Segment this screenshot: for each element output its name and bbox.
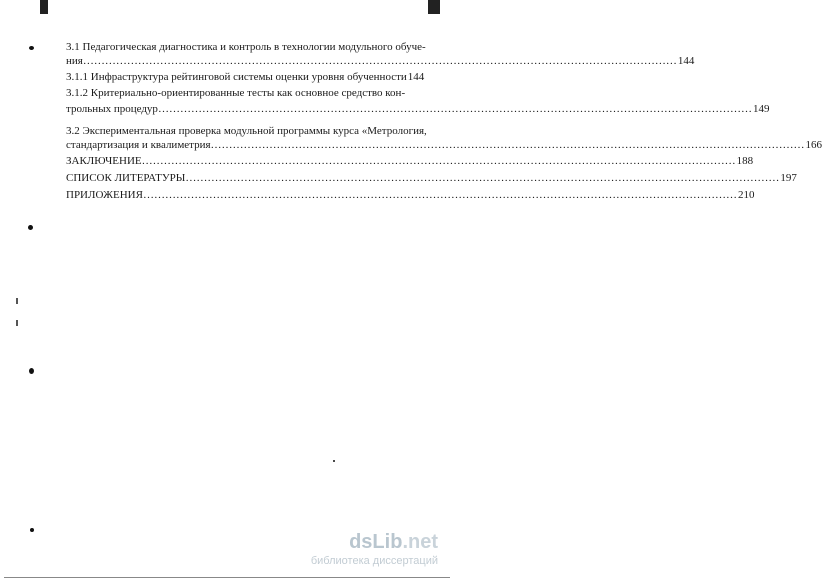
toc-dot-leader: [211, 139, 805, 152]
scan-speck: [29, 46, 34, 50]
toc-entry-text: ЗАКЛЮЧЕНИЕ: [66, 155, 142, 167]
toc-entry-conclusion: [66, 155, 754, 168]
watermark: [311, 531, 438, 567]
page-bottom-edge: [4, 577, 450, 578]
toc-entry-text: ПРИЛОЖЕНИЯ: [66, 189, 143, 201]
watermark-subtitle: библиотека диссертаций: [310, 555, 438, 567]
scan-speck: [333, 460, 335, 462]
scan-mark-top-right: [428, 0, 440, 14]
toc-page-number: 188: [736, 155, 754, 167]
toc-entry-text: СПИСОК ЛИТЕРАТУРЫ: [66, 172, 186, 184]
scan-speck: [30, 528, 34, 532]
toc-entry-3-2-line1: [66, 125, 427, 138]
toc-dot-leader: [185, 172, 779, 185]
toc-page-number: 144: [407, 71, 425, 83]
toc-entry-3-1-2-line2: [66, 103, 770, 116]
toc-dot-leader: [142, 155, 736, 168]
toc-entry-text: 3.1.2 Критериально-ориентированные тесты как основное средство кон-: [66, 87, 406, 99]
toc-entry-text: ния: [66, 55, 83, 67]
toc-entry-text: 3.2 Экспериментальная проверка модульной программы курса «Метрология,: [66, 125, 427, 137]
toc-entry-3-1-2-line1: [66, 87, 408, 100]
toc-dot-leader: [143, 189, 737, 202]
scan-mark-top-left: [40, 0, 48, 14]
toc-entry-3-1-1: [66, 71, 425, 84]
toc-entry-appendices: [66, 189, 755, 202]
toc-entry-3-1-line2: [66, 55, 695, 68]
scan-speck: [29, 368, 34, 374]
scan-edge-tick: [16, 320, 18, 326]
toc-dot-leader: [158, 103, 752, 116]
toc-entry-3-1-line1: [66, 41, 426, 54]
toc-entry-3-2-line2: [66, 139, 822, 152]
toc-dot-leader: [83, 55, 677, 68]
scan-speck: [28, 225, 33, 230]
toc-page-number: 197: [780, 172, 797, 184]
toc-entry-text: стандартизация и квалиметрия: [66, 139, 211, 151]
toc-page-number: 149: [752, 103, 770, 115]
toc-entry-text: 3.1 Педагогическая диагностика и контроль в технологии модульного обуче-: [66, 41, 426, 53]
scan-edge-tick: [16, 298, 18, 304]
watermark-logo: dsLib.net: [349, 531, 438, 553]
toc-entry-references: [66, 172, 797, 185]
toc-page-number: 166: [805, 139, 822, 151]
toc-page-number: 210: [737, 189, 755, 201]
toc-entry-text: трольных процедур: [66, 103, 158, 115]
toc-entry-text: 3.1.1 Инфраструктура рейтинговой системы оценки уровня обученности: [66, 71, 407, 83]
toc-page-number: 144: [677, 55, 695, 67]
